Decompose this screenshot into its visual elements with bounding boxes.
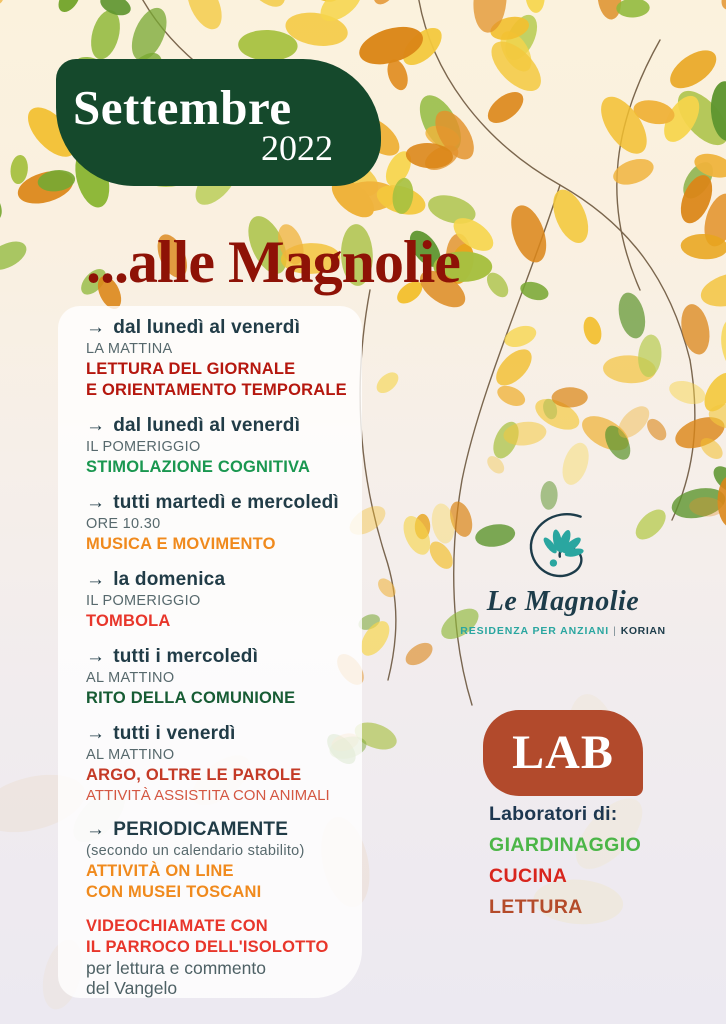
schedule-item [86,568,364,632]
item-schedule-detail: ORE 10.30 [86,516,161,532]
arrow-icon: → [86,819,106,840]
activity-description: del Vangelo [86,978,178,998]
activity-line: VIDEOCHIAMATE CON [86,917,268,935]
leaf-decoration [368,0,404,9]
activity-line: STIMOLAZIONE COGNITIVA [86,458,311,476]
leaf-decoration [125,3,174,66]
activity-line: E ORIENTAMENTO TEMPORALE [86,381,347,399]
leaf-decoration [375,575,399,600]
item-schedule-detail: AL MATTINO [86,670,175,686]
schedule-list [86,316,364,1011]
leaf-decoration [373,368,402,397]
tagline-separator-icon: | [613,625,617,637]
schedule-item [86,316,364,401]
leaf-decoration [614,290,649,341]
leaf-decoration [398,512,435,559]
lab-title: Laboratori di: [489,803,618,825]
leaf-decoration [616,0,650,18]
activity-line: MUSICA E MOVIMENTO [86,535,276,553]
leaf-decoration [592,89,656,161]
schedule-item [86,491,364,555]
item-heading [86,568,364,592]
arrow-icon: → [86,415,106,436]
leaf-decoration [501,322,539,351]
leaf-decoration [518,279,551,304]
item-heading [86,722,364,746]
lab-badge-label: LAB [512,726,614,779]
schedule-item [86,414,364,478]
logo-swirl-icon [523,510,603,584]
schedule-item [86,916,364,998]
leaf-decoration [717,316,726,375]
leaf-decoration [0,191,5,223]
activity-description: per lettura e commento [86,958,266,978]
item-schedule-detail: IL POMERIGGIO [86,439,201,455]
leaf-decoration [490,343,538,392]
poster-title: ...alle Magnolie [86,229,460,295]
year-label: 2022 [261,128,333,168]
activity-line: CON MUSEI TOSCANI [86,883,262,901]
item-heading-text: dal lunedì al venerdì [113,317,301,338]
item-heading-text: PERIODICAMENTE [113,819,289,840]
leaf-decoration [546,185,595,249]
logo-tagline [448,625,678,637]
leaf-decoration [402,638,437,669]
arrow-icon: → [86,569,106,590]
item-schedule-detail: LA MATTINA [86,341,173,357]
item-schedule-detail: (secondo un calendario stabilito) [86,843,305,859]
item-heading [86,645,364,669]
item-heading [86,818,364,842]
item-heading [86,316,364,340]
leaf-decoration [581,315,605,347]
leaf-decoration [666,377,708,409]
leaf-decoration [54,0,84,16]
activity-line: IL PARROCO DELL'ISOLOTTO [86,938,329,956]
lab-item-lettura: LETTURA [489,896,583,918]
magnolie-logo [448,510,678,637]
item-heading-text: tutti i mercoledì [113,646,259,667]
arrow-icon: → [86,646,106,667]
activity-subtitle: ATTIVITÀ ASSISTITA CON ANIMALI [86,787,330,804]
leaf-decoration [494,382,528,410]
lab-item-giardinaggio: GIARDINAGGIO [489,834,642,856]
item-schedule-detail: IL POMERIGGIO [86,593,201,609]
leaf-decoration [504,201,552,267]
logo-name: Le Magnolie [486,586,640,617]
item-heading [86,414,364,438]
leaf-decoration [180,0,229,35]
arrow-icon: → [86,492,106,513]
lab-item-cucina: CUCINA [489,865,568,887]
leaf-decoration [238,29,298,62]
leaf-decoration [86,7,125,63]
item-heading [86,491,364,515]
tagline-korian: KORIAN [620,625,666,637]
leaf-decoration [664,43,723,96]
leaf-decoration [233,0,293,14]
tagline-residenza: RESIDENZA PER ANZIANI [460,625,610,637]
leaf-decoration [0,236,31,276]
month-label: Settembre [73,80,292,135]
leaf-decoration [482,86,529,129]
leaf-decoration [524,0,545,14]
activity-line: ARGO, OLTRE LE PAROLE [86,766,302,784]
activity-line: ATTIVITÀ ON LINE [86,862,234,880]
leaf-decoration [540,481,558,510]
item-heading-text: tutti i venerdì [113,723,236,744]
leaf-decoration [715,0,726,17]
item-schedule-detail: AL MATTINO [86,747,175,763]
arrow-icon: → [86,317,106,338]
activity-line: TOMBOLA [86,612,171,630]
item-heading-text: tutti martedì e mercoledì [113,492,339,513]
item-heading-text: la domenica [113,569,226,590]
lab-badge [483,710,643,796]
leaf-decoration [697,267,726,313]
leaf-decoration [677,302,713,357]
lab-section [489,799,641,923]
month-badge [56,59,381,186]
schedule-item [86,722,364,805]
leaf-decoration [558,439,594,488]
leaf-decoration [0,0,8,12]
arrow-icon: → [86,723,106,744]
item-heading-text: dal lunedì al venerdì [113,415,301,436]
schedule-item [86,818,364,903]
activity-line: RITO DELLA COMUNIONE [86,689,296,707]
activity-line: LETTURA DEL GIORNALE [86,360,296,378]
schedule-item [86,645,364,709]
leaf-decoration [551,387,588,408]
